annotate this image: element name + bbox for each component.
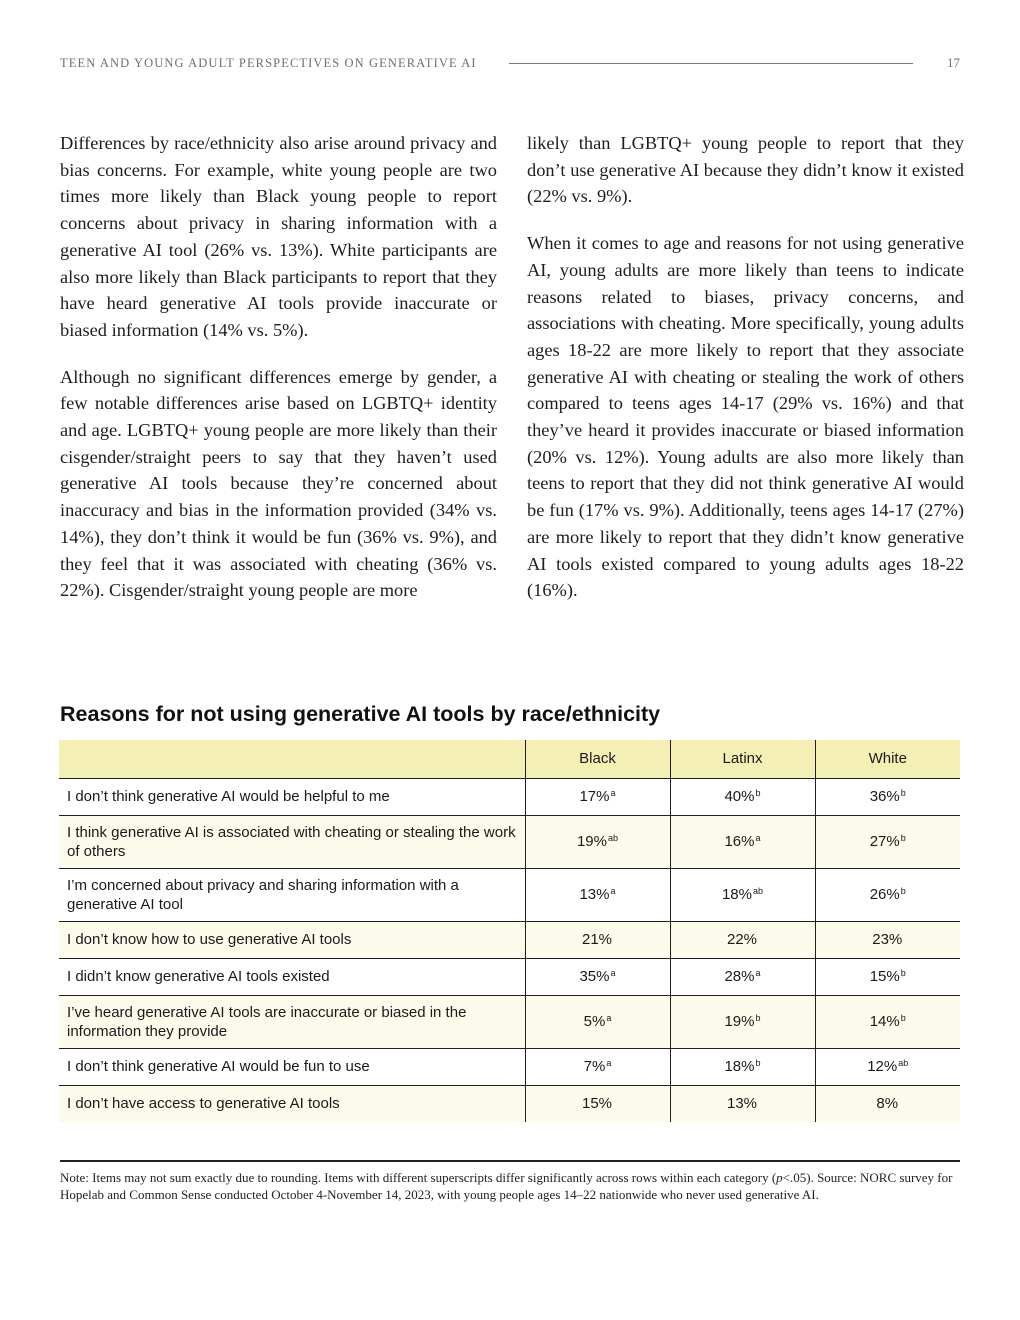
paragraph: Differences by race/ethnicity also arise around privacy and bias concerns. For example, white young people are two times more likely than Black young people to report concerns about privacy in sharing information with a generative AI tool (26% vs. 13%). White participants are also more likely than Black participants to report that they have heard generative AI tools provide inaccurate or biased information (14% vs. 5%). bbox=[60, 133, 497, 340]
cell-latinx bbox=[670, 778, 815, 815]
significance-superscript: b bbox=[900, 788, 906, 798]
significance-superscript: ab bbox=[753, 886, 764, 896]
significance-superscript: a bbox=[606, 1013, 612, 1023]
header-cell-white: White bbox=[815, 740, 960, 778]
footnote-p-value: p bbox=[776, 1170, 783, 1185]
cell-black bbox=[525, 995, 670, 1048]
significance-superscript: a bbox=[755, 968, 761, 978]
row-label: I’ve heard generative AI tools are inaccurate or biased in the information they provide bbox=[59, 995, 525, 1048]
cell-latinx bbox=[670, 868, 815, 921]
significance-superscript: b bbox=[900, 886, 906, 896]
cell-black bbox=[525, 921, 670, 958]
left-column bbox=[60, 130, 497, 624]
header-cell-label bbox=[59, 740, 525, 778]
row-label: I think generative AI is associated with cheating or stealing the work of others bbox=[59, 815, 525, 868]
cell-black bbox=[525, 815, 670, 868]
cell-value: 28% bbox=[724, 968, 755, 985]
significance-superscript: b bbox=[755, 1013, 761, 1023]
right-column bbox=[527, 130, 964, 624]
cell-value: 13% bbox=[726, 1095, 758, 1113]
table-row bbox=[59, 778, 960, 815]
cell-value: 7% bbox=[583, 1058, 606, 1075]
significance-superscript: ab bbox=[608, 833, 619, 843]
cell-white bbox=[815, 921, 960, 958]
cell-value: 15% bbox=[581, 1095, 613, 1113]
table-title: Reasons for not using generative AI tools by race/ethnicity bbox=[60, 702, 661, 726]
cell-white bbox=[815, 995, 960, 1048]
significance-superscript: a bbox=[610, 968, 616, 978]
cell-black bbox=[525, 1048, 670, 1085]
cell-black bbox=[525, 868, 670, 921]
significance-superscript: a bbox=[606, 1058, 612, 1068]
significance-superscript: b bbox=[900, 968, 906, 978]
running-title: TEEN AND YOUNG ADULT PERSPECTIVES ON GENERATIVE AI bbox=[60, 55, 477, 70]
cell-black bbox=[525, 1085, 670, 1122]
cell-white bbox=[815, 1085, 960, 1122]
cell-value: 8% bbox=[876, 1095, 899, 1113]
body-columns bbox=[60, 130, 964, 624]
row-label: I don’t think generative AI would be helpful to me bbox=[59, 778, 525, 815]
cell-value: 35% bbox=[579, 968, 610, 985]
cell-value: 18% bbox=[721, 886, 752, 903]
header-cell-latinx: Latinx bbox=[670, 740, 815, 778]
significance-superscript: ab bbox=[898, 1058, 909, 1068]
cell-white bbox=[815, 778, 960, 815]
significance-superscript: a bbox=[610, 886, 616, 896]
cell-white bbox=[815, 1048, 960, 1085]
cell-value: 23% bbox=[872, 931, 903, 948]
table-row bbox=[59, 815, 960, 868]
cell-white bbox=[815, 815, 960, 868]
table-header-row bbox=[59, 740, 960, 778]
significance-superscript: b bbox=[900, 833, 906, 843]
significance-superscript: b bbox=[900, 1013, 906, 1023]
cell-latinx bbox=[670, 815, 815, 868]
cell-latinx bbox=[670, 995, 815, 1048]
footnote-rule bbox=[60, 1160, 960, 1162]
cell-value: 27% bbox=[869, 833, 900, 850]
cell-value: 18% bbox=[724, 1058, 755, 1075]
table-row bbox=[59, 1048, 960, 1085]
table-row bbox=[59, 995, 960, 1048]
significance-superscript: b bbox=[755, 788, 761, 798]
paragraph: When it comes to age and reasons for not using generative AI, young adults are more likely than teens to indicate reasons related to biases, privacy concerns, and associations with cheating. More specifically, young adults ages 18-22 are more likely to report that they associate generative AI with cheating or stealing the work of others compared to teens ages 14-17 (29% vs. 16%) and that they’ve heard it provides inaccurate or biased information (20% vs. 12%). Young adults are also more likely than teens to report that they did not think generative AI would be fun (17% vs. 9%). Additionally, teens ages 14-17 (27%) are more likely to report that they didn’t know generative AI tools existed compared to young adults ages 18-22 (16%). bbox=[527, 233, 964, 601]
paragraph: likely than LGBTQ+ young people to report that they don’t use generative AI because they didn’t know it existed (22% vs. 9%). bbox=[527, 133, 964, 207]
cell-value: 36% bbox=[869, 788, 900, 805]
cell-value: 21% bbox=[581, 931, 613, 948]
cell-value: 14% bbox=[869, 1013, 900, 1030]
page-number: 17 bbox=[947, 55, 960, 70]
cell-value: 15% bbox=[869, 968, 900, 985]
cell-value: 22% bbox=[726, 931, 758, 948]
cell-latinx bbox=[670, 958, 815, 995]
cell-value: 19% bbox=[724, 1013, 755, 1030]
cell-value: 5% bbox=[583, 1013, 606, 1030]
cell-black bbox=[525, 958, 670, 995]
cell-value: 26% bbox=[869, 886, 900, 903]
footnote-text: Note: Items may not sum exactly due to rounding. Items with different superscripts differ significantly across rows within each category ( bbox=[60, 1170, 777, 1185]
cell-white bbox=[815, 868, 960, 921]
footnote-text: <.05). Source: NORC survey for Hopelab and Common Sense conducted October 4-November 14, 2023, with young people ages 14–22 nationwide who never used generative AI. bbox=[60, 1170, 953, 1202]
cell-value: 16% bbox=[724, 833, 755, 850]
cell-black bbox=[525, 778, 670, 815]
footnote bbox=[60, 1170, 965, 1203]
row-label: I didn’t know generative AI tools existed bbox=[59, 958, 525, 995]
cell-value: 13% bbox=[579, 886, 610, 903]
table-row bbox=[59, 868, 960, 921]
header-rule bbox=[509, 63, 913, 64]
cell-white bbox=[815, 958, 960, 995]
row-label: I don’t know how to use generative AI tools bbox=[59, 921, 525, 958]
significance-superscript: b bbox=[755, 1058, 761, 1068]
significance-superscript: a bbox=[610, 788, 616, 798]
table-row bbox=[59, 921, 960, 958]
cell-latinx bbox=[670, 921, 815, 958]
row-label: I’m concerned about privacy and sharing information with a generative AI tool bbox=[59, 868, 525, 921]
running-header bbox=[60, 54, 960, 72]
header-cell-black: Black bbox=[525, 740, 670, 778]
table-row bbox=[59, 958, 960, 995]
row-label: I don’t think generative AI would be fun to use bbox=[59, 1048, 525, 1085]
cell-latinx bbox=[670, 1085, 815, 1122]
cell-value: 17% bbox=[579, 788, 610, 805]
row-label: I don’t have access to generative AI tools bbox=[59, 1085, 525, 1122]
cell-value: 40% bbox=[724, 788, 755, 805]
reasons-table bbox=[59, 740, 960, 1122]
paragraph: Although no significant differences emerge by gender, a few notable differences arise based on LGBTQ+ identity and age. LGBTQ+ young people are more likely than their cisgender/straight peers to say that they haven’t used generative AI tools because they’re concerned about inaccuracy and bias in the information provided (34% vs. 14%), they don’t think it would be fun (36% vs. 9%), and they feel that it was associated with cheating (36% vs. 22%). Cisgender/straight young people are more bbox=[60, 366, 497, 601]
significance-superscript: a bbox=[755, 833, 761, 843]
cell-value: 19% bbox=[576, 833, 607, 850]
table-row bbox=[59, 1085, 960, 1122]
cell-value: 12% bbox=[867, 1058, 898, 1075]
cell-latinx bbox=[670, 1048, 815, 1085]
